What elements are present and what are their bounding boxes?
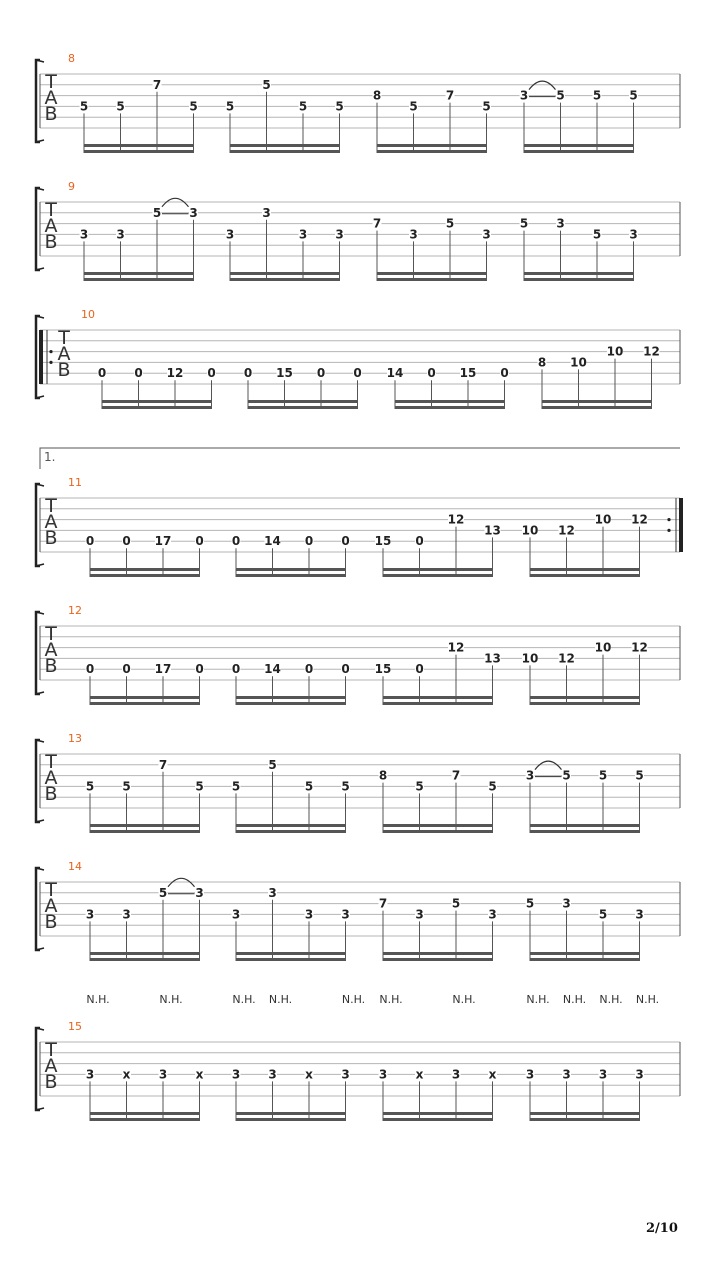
beam	[524, 278, 634, 281]
fret-number: x	[488, 1067, 497, 1082]
beam	[230, 278, 340, 281]
fret-number: 5	[79, 99, 89, 114]
measure-number: 12	[68, 604, 82, 617]
beam	[383, 574, 493, 577]
tab-clef-letter: T	[45, 751, 57, 773]
beam	[102, 406, 212, 409]
fret-number: 10	[570, 355, 587, 370]
fret-number: 3	[231, 907, 241, 922]
fret-number: 5	[304, 779, 314, 794]
beam	[236, 824, 346, 827]
beam	[90, 696, 200, 699]
beam	[90, 952, 200, 955]
tab-clef-letter: B	[44, 1071, 58, 1093]
fret-number: 7	[158, 757, 168, 772]
fret-number: 3	[298, 227, 308, 242]
beam	[383, 696, 493, 699]
system-bracket	[36, 188, 40, 270]
fret-number: 7	[445, 88, 455, 103]
fret-number: 5	[158, 885, 168, 900]
tab-clef-letter: A	[44, 639, 58, 661]
fret-number: 3	[262, 205, 271, 220]
fret-number: x	[122, 1067, 131, 1082]
slur	[529, 81, 556, 90]
repeat-dot	[49, 361, 52, 364]
fret-number: 5	[152, 205, 162, 220]
fret-number: 5	[189, 99, 198, 114]
beam	[84, 144, 194, 147]
fret-number: 13	[484, 523, 501, 538]
fret-number: 7	[378, 896, 388, 911]
beam	[377, 150, 487, 153]
fret-number: 5	[592, 227, 602, 242]
fret-number: 5	[85, 779, 95, 794]
fret-number: 3	[562, 1067, 571, 1082]
fret-number: 3	[525, 768, 535, 783]
fret-number: 10	[594, 512, 612, 527]
slur	[162, 198, 189, 207]
fret-number: 5	[116, 99, 125, 114]
fret-number: 5	[598, 768, 608, 783]
fret-number: 13	[484, 651, 501, 666]
tab-clef-letter: B	[44, 783, 58, 805]
measure-number: 9	[68, 180, 75, 193]
staff-system-12	[36, 604, 680, 705]
measure-number: 13	[68, 732, 82, 745]
beam	[90, 830, 200, 833]
fret-number: 5	[635, 768, 644, 783]
fret-number: 5	[225, 99, 235, 114]
fret-number: 3	[304, 907, 314, 922]
fret-number: 5	[341, 779, 350, 794]
staff-system-9	[36, 180, 680, 281]
tab-clef-letter: T	[45, 199, 57, 221]
fret-number: 3	[158, 1067, 168, 1082]
fret-number: 5	[598, 907, 608, 922]
harmonic-label: N.H.	[379, 993, 403, 1006]
staff-system-11	[36, 448, 683, 577]
beam	[90, 1118, 200, 1121]
beam	[530, 830, 640, 833]
fret-number: 0	[415, 534, 424, 549]
fret-number: 12	[558, 523, 575, 538]
fret-number: 3	[598, 1067, 608, 1082]
fret-number: 0	[316, 366, 326, 381]
beam	[90, 958, 200, 961]
measure-number: 15	[68, 1020, 82, 1033]
fret-number: 5	[592, 88, 602, 103]
beam	[230, 144, 340, 147]
fret-number: 8	[537, 355, 547, 370]
beam	[383, 1118, 493, 1121]
tab-clef-letter: B	[44, 911, 58, 933]
fret-number: 5	[122, 779, 131, 794]
fret-number: 3	[85, 907, 95, 922]
fret-number: 3	[451, 1067, 461, 1082]
fret-number: 3	[482, 227, 491, 242]
harmonic-label: N.H.	[562, 993, 587, 1006]
beam	[530, 696, 640, 699]
harmonic-label: N.H.	[232, 993, 256, 1006]
fret-number: 3	[341, 1067, 350, 1082]
slur	[168, 878, 195, 887]
staff-system-14	[36, 860, 680, 961]
fret-number: 3	[116, 227, 125, 242]
fret-number: 5	[445, 216, 455, 231]
beam	[236, 1118, 346, 1121]
harmonic-label: N.H.	[599, 993, 623, 1006]
fret-number: 5	[556, 88, 565, 103]
fret-number: 12	[558, 651, 575, 666]
repeat-dot	[667, 529, 670, 532]
fret-number: 3	[341, 907, 350, 922]
fret-number: 0	[415, 662, 424, 677]
fret-number: 3	[635, 907, 644, 922]
tab-clef-letter: A	[57, 343, 71, 365]
beam	[236, 696, 346, 699]
tab-clef-letter: T	[45, 71, 57, 93]
tab-clef-letter: B	[44, 231, 58, 253]
beam	[383, 952, 493, 955]
beam	[383, 1112, 493, 1115]
fret-number: 3	[79, 227, 89, 242]
tab-clef-letter: B	[44, 655, 58, 677]
beam	[530, 568, 640, 571]
beam	[236, 952, 346, 955]
harmonic-label: N.H.	[341, 993, 366, 1006]
slur	[535, 761, 562, 770]
fret-number: 0	[97, 366, 107, 381]
beam	[377, 278, 487, 281]
fret-number: 5	[482, 99, 491, 114]
tab-clef-letter: T	[45, 879, 57, 901]
fret-number: x	[195, 1067, 204, 1082]
fret-number: 3	[85, 1067, 95, 1082]
beam	[383, 958, 493, 961]
fret-number: 3	[268, 1067, 277, 1082]
volta-label: 1.	[44, 450, 56, 464]
measure-number: 8	[68, 52, 75, 65]
fret-number: 10	[521, 651, 539, 666]
repeat-dot	[49, 350, 52, 353]
fret-number: 0	[243, 366, 253, 381]
fret-number: 12	[166, 366, 184, 381]
repeat-start-thick	[39, 330, 43, 384]
system-bracket	[36, 1028, 40, 1110]
fret-number: 0	[231, 662, 241, 677]
fret-number: 7	[152, 77, 162, 92]
system-bracket	[36, 484, 40, 566]
fret-number: 14	[264, 534, 281, 549]
tab-clef-letter: A	[44, 895, 58, 917]
fret-number: 0	[85, 662, 95, 677]
fret-number: 3	[415, 907, 424, 922]
fret-number: 5	[562, 768, 571, 783]
fret-number: 12	[631, 640, 648, 655]
beam	[377, 144, 487, 147]
beam	[530, 702, 640, 705]
fret-number: 0	[85, 534, 95, 549]
tab-clef-letter: A	[44, 511, 58, 533]
fret-number: 15	[276, 366, 293, 381]
fret-number: 12	[631, 512, 648, 527]
tab-clef-letter: B	[44, 527, 58, 549]
fret-number: 5	[451, 896, 461, 911]
fret-number: 3	[409, 227, 418, 242]
fret-number: 3	[268, 885, 277, 900]
fret-number: 3	[189, 205, 198, 220]
beam	[84, 272, 194, 275]
fret-number: 5	[415, 779, 424, 794]
fret-number: 8	[378, 768, 388, 783]
fret-number: 3	[378, 1067, 388, 1082]
fret-number: 10	[606, 344, 624, 359]
fret-number: 3	[519, 88, 529, 103]
beam	[530, 1112, 640, 1115]
beam	[395, 406, 505, 409]
beam	[230, 150, 340, 153]
fret-number: 3	[525, 1067, 535, 1082]
beam	[90, 824, 200, 827]
fret-number: 15	[374, 662, 392, 677]
fret-number: 10	[594, 640, 612, 655]
beam	[383, 830, 493, 833]
beam	[530, 1118, 640, 1121]
system-bracket	[36, 60, 40, 142]
fret-number: 3	[122, 907, 131, 922]
beam	[90, 574, 200, 577]
beam	[377, 272, 487, 275]
fret-number: 0	[341, 534, 350, 549]
tab-clef-letter: A	[44, 1055, 58, 1077]
staff-system-8	[36, 52, 680, 153]
fret-number: 10	[521, 523, 539, 538]
beam	[383, 702, 493, 705]
beam	[248, 400, 358, 403]
system-bracket	[36, 740, 40, 822]
fret-number: 7	[372, 216, 382, 231]
fret-number: 7	[451, 768, 461, 783]
beam	[84, 150, 194, 153]
system-bracket	[36, 868, 40, 950]
fret-number: 0	[304, 534, 314, 549]
tab-clef-letter: T	[45, 495, 57, 517]
fret-number: 0	[353, 366, 362, 381]
staff-system-15	[36, 993, 680, 1121]
fret-number: 5	[519, 216, 529, 231]
beam	[524, 150, 634, 153]
page-number: 2/10	[646, 1221, 678, 1236]
beam	[542, 400, 652, 403]
fret-number: 3	[629, 227, 638, 242]
repeat-end-thick	[679, 498, 683, 552]
tab-clef-letter: T	[45, 623, 57, 645]
tab-clef-letter: T	[58, 327, 70, 349]
tab-clef-letter: A	[44, 87, 58, 109]
tab-clef-letter: A	[44, 767, 58, 789]
fret-number: 8	[372, 88, 382, 103]
beam	[236, 830, 346, 833]
fret-number: 0	[122, 534, 131, 549]
fret-number: 5	[525, 896, 535, 911]
fret-number: 12	[447, 512, 465, 527]
beam	[236, 574, 346, 577]
harmonic-label: N.H.	[635, 993, 660, 1006]
fret-number: 0	[122, 662, 131, 677]
harmonic-label: N.H.	[268, 993, 293, 1006]
fret-number: 0	[341, 662, 350, 677]
tab-clef-letter: B	[44, 103, 58, 125]
harmonic-label: N.H.	[86, 993, 110, 1006]
fret-number: 0	[195, 662, 204, 677]
beam	[84, 278, 194, 281]
beam	[236, 958, 346, 961]
measure-number: 14	[68, 860, 82, 873]
beam	[236, 1112, 346, 1115]
fret-number: 15	[459, 366, 477, 381]
measure-number: 10	[81, 308, 95, 321]
fret-number: 0	[231, 534, 241, 549]
fret-number: 5	[231, 779, 241, 794]
beam	[248, 406, 358, 409]
beam	[90, 702, 200, 705]
beam	[524, 272, 634, 275]
beam	[102, 400, 212, 403]
tab-clef-letter: A	[44, 215, 58, 237]
beam	[236, 702, 346, 705]
fret-number: 5	[629, 88, 638, 103]
harmonic-label: N.H.	[159, 993, 183, 1006]
beam	[90, 1112, 200, 1115]
harmonic-label: N.H.	[526, 993, 550, 1006]
fret-number: 0	[195, 534, 204, 549]
fret-number: 12	[447, 640, 465, 655]
fret-number: x	[305, 1067, 313, 1082]
fret-number: 5	[268, 757, 277, 772]
fret-number: 0	[134, 366, 143, 381]
tab-clef-letter: T	[45, 1039, 57, 1061]
fret-number: 3	[231, 1067, 241, 1082]
fret-number: 5	[195, 779, 204, 794]
fret-number: 5	[409, 99, 418, 114]
fret-number: 15	[374, 534, 392, 549]
volta-bracket	[40, 448, 680, 469]
staff-system-10	[36, 308, 680, 409]
beam	[524, 144, 634, 147]
fret-number: 5	[298, 99, 308, 114]
beam	[530, 574, 640, 577]
harmonic-label: N.H.	[452, 993, 476, 1006]
fret-number: 3	[556, 216, 565, 231]
beam	[90, 568, 200, 571]
beam	[383, 568, 493, 571]
fret-number: 14	[264, 662, 281, 677]
beam	[230, 272, 340, 275]
beam	[530, 824, 640, 827]
fret-number: x	[415, 1067, 424, 1082]
beam	[530, 958, 640, 961]
beam	[383, 824, 493, 827]
fret-number: 3	[195, 885, 204, 900]
fret-number: 5	[335, 99, 344, 114]
fret-number: 0	[427, 366, 436, 381]
beam	[530, 952, 640, 955]
fret-number: 5	[262, 77, 271, 92]
fret-number: 0	[304, 662, 314, 677]
fret-number: 17	[154, 662, 172, 677]
fret-number: 3	[562, 896, 571, 911]
measure-number: 11	[68, 476, 82, 489]
fret-number: 17	[154, 534, 172, 549]
staff-system-13	[36, 732, 680, 833]
beam	[542, 406, 652, 409]
fret-number: 3	[488, 907, 497, 922]
fret-number: 0	[500, 366, 509, 381]
fret-number: 3	[635, 1067, 644, 1082]
fret-number: 14	[386, 366, 404, 381]
fret-number: 3	[225, 227, 235, 242]
fret-number: 3	[335, 227, 344, 242]
tab-clef-letter: B	[57, 359, 71, 381]
system-bracket	[36, 612, 40, 694]
fret-number: 5	[488, 779, 497, 794]
beam	[395, 400, 505, 403]
fret-number: 12	[643, 344, 660, 359]
repeat-dot	[667, 518, 670, 521]
fret-number: 0	[207, 366, 216, 381]
beam	[236, 568, 346, 571]
